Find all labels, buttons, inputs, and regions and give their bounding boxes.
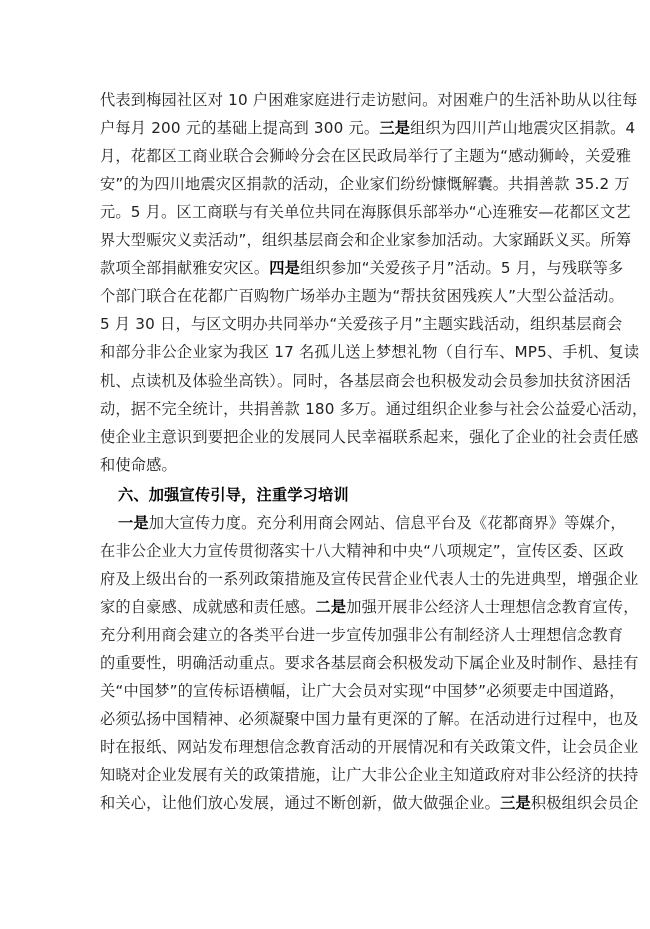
text-segment: 必须弘扬中国精神、必须凝聚中国力量有更深的了解。在活动进行过程中，也及: [100, 710, 639, 729]
text-segment: 使企业主意识到要把企业的发展同人民幸福联系起来，强化了企业的社会责任感: [100, 427, 639, 446]
text-line: [100, 426, 639, 448]
text-line: [100, 145, 632, 167]
text-line: [100, 285, 624, 307]
text-segment: 和使命感。: [100, 455, 177, 474]
text-line: [100, 596, 639, 618]
text-segment: 个部门联合在花都广百购物广场举办主题为“帮扶贫困残疾人”大型公益活动。: [100, 287, 624, 306]
text-segment: 界大型赈灾义卖活动”，组织基层商会和企业家参加活动。大家踊跃义买。所筹: [100, 231, 632, 250]
bold-text: 四是: [269, 259, 301, 278]
text-line: [100, 229, 632, 251]
text-line: [100, 201, 631, 223]
bold-text: 一是: [118, 513, 149, 532]
bold-text: 三是: [379, 119, 411, 138]
text-segment: 5 月 30 日，与区文明办共同举办“关爱孩子月”主题实践活动，组织基层商会: [100, 315, 623, 334]
section-heading: [118, 484, 562, 506]
text-line: [100, 708, 639, 730]
text-segment: 和关心，让他们放心发展，通过不断创新，做大做强企业。: [100, 794, 501, 813]
text-line: [100, 370, 631, 392]
text-line: [100, 341, 640, 363]
text-line: [100, 792, 639, 814]
text-segment: 户每月 200 元的基础上提高到 300 元。: [100, 119, 380, 138]
text-line: [100, 652, 639, 674]
text-segment: 元。5 月。区工商联与有关单位共同在海豚俱乐部举办“心连雅安—花都区文艺: [100, 203, 631, 222]
text-segment: 家的自豪感、成就感和责任感。: [100, 597, 316, 616]
text-segment: 在非公企业大力宣传贯彻落实十八大精神和中央“八项规定”，宣传区委、区政: [100, 541, 624, 560]
bold-text: 三是: [500, 794, 531, 813]
text-line: [100, 173, 630, 195]
text-line: [100, 117, 636, 139]
text-line: [118, 512, 626, 534]
text-segment: 加大宣传力度。充分利用商会网站、信息平台及《花都商界》等媒介，: [148, 513, 626, 532]
text-segment: 加强开展非公经济人士理想信念教育宣传，: [346, 597, 639, 616]
text-segment: 组织参加“关爱孩子月”活动。5 月，与残联等多: [300, 259, 624, 278]
text-segment: 知晓对企业发展有关的政策措施，让广大非公企业主知道政府对非公经济的扶持: [100, 766, 639, 785]
text-line: [100, 540, 624, 562]
text-segment: 充分利用商会建立的各类平台进一步宣传加强非公有制经济人士理想信念教育: [100, 625, 624, 644]
text-line: [100, 736, 639, 758]
text-line: [100, 568, 639, 590]
text-line: [100, 454, 562, 476]
text-segment: 时在报纸、网站发布理想信念教育活动的开展情况和有关政策文件，让会员企业: [100, 738, 639, 757]
text-segment: 积极组织会员企: [530, 794, 639, 813]
text-segment: 代表到梅园社区对 10 户困难家庭进行走访慰问。对困难户的生活补助从以往每: [100, 91, 638, 109]
text-line: [100, 398, 648, 420]
bold-text: 二是: [315, 597, 347, 616]
text-segment: 款项全部捐献雅安灾区。: [100, 259, 270, 278]
text-line: [100, 680, 625, 702]
text-line: [100, 624, 624, 646]
text-segment: 机、点读机及体验坐高铁）。同时，各基层商会也积极发动会员参加扶贫济困活: [100, 371, 631, 390]
text-segment: 府及上级出台的一系列政策措施及宣传民营企业代表人士的先进典型，增强企业: [100, 569, 639, 588]
text-line: [100, 764, 639, 786]
text-segment: 动，据不完全统计，共捐善款 180 多万。通过组织企业参与社会公益爱心活动，: [100, 399, 648, 418]
text-line: [100, 89, 638, 111]
text-segment: 和部分非公企业家为我区 17 名孤儿送上梦想礼物（自行车、MP5、手机、复读: [100, 343, 640, 362]
bold-text: 六、加强宣传引导，注重学习培训: [118, 485, 349, 504]
text-line: [100, 313, 623, 335]
text-segment: 关“中国梦”的宣传标语横幅，让广大会员对实现“中国梦”必须要走中国道路，: [100, 682, 625, 701]
text-segment: 的重要性，明确活动重点。要求各基层商会积极发动下属企业及时制作、悬挂有: [100, 654, 639, 672]
text-segment: 安”的为四川地震灾区捐款的活动，企业家们纷纷慷慨解囊。共捐善款 35.2 万: [100, 175, 630, 194]
text-line: [100, 257, 624, 279]
text-segment: 组织为四川芦山地震灾区捐款。4: [410, 119, 636, 138]
text-segment: 月，花都区工商业联合会狮岭分会在区民政局举行了主题为“感动狮岭，关爱雅: [100, 147, 632, 166]
